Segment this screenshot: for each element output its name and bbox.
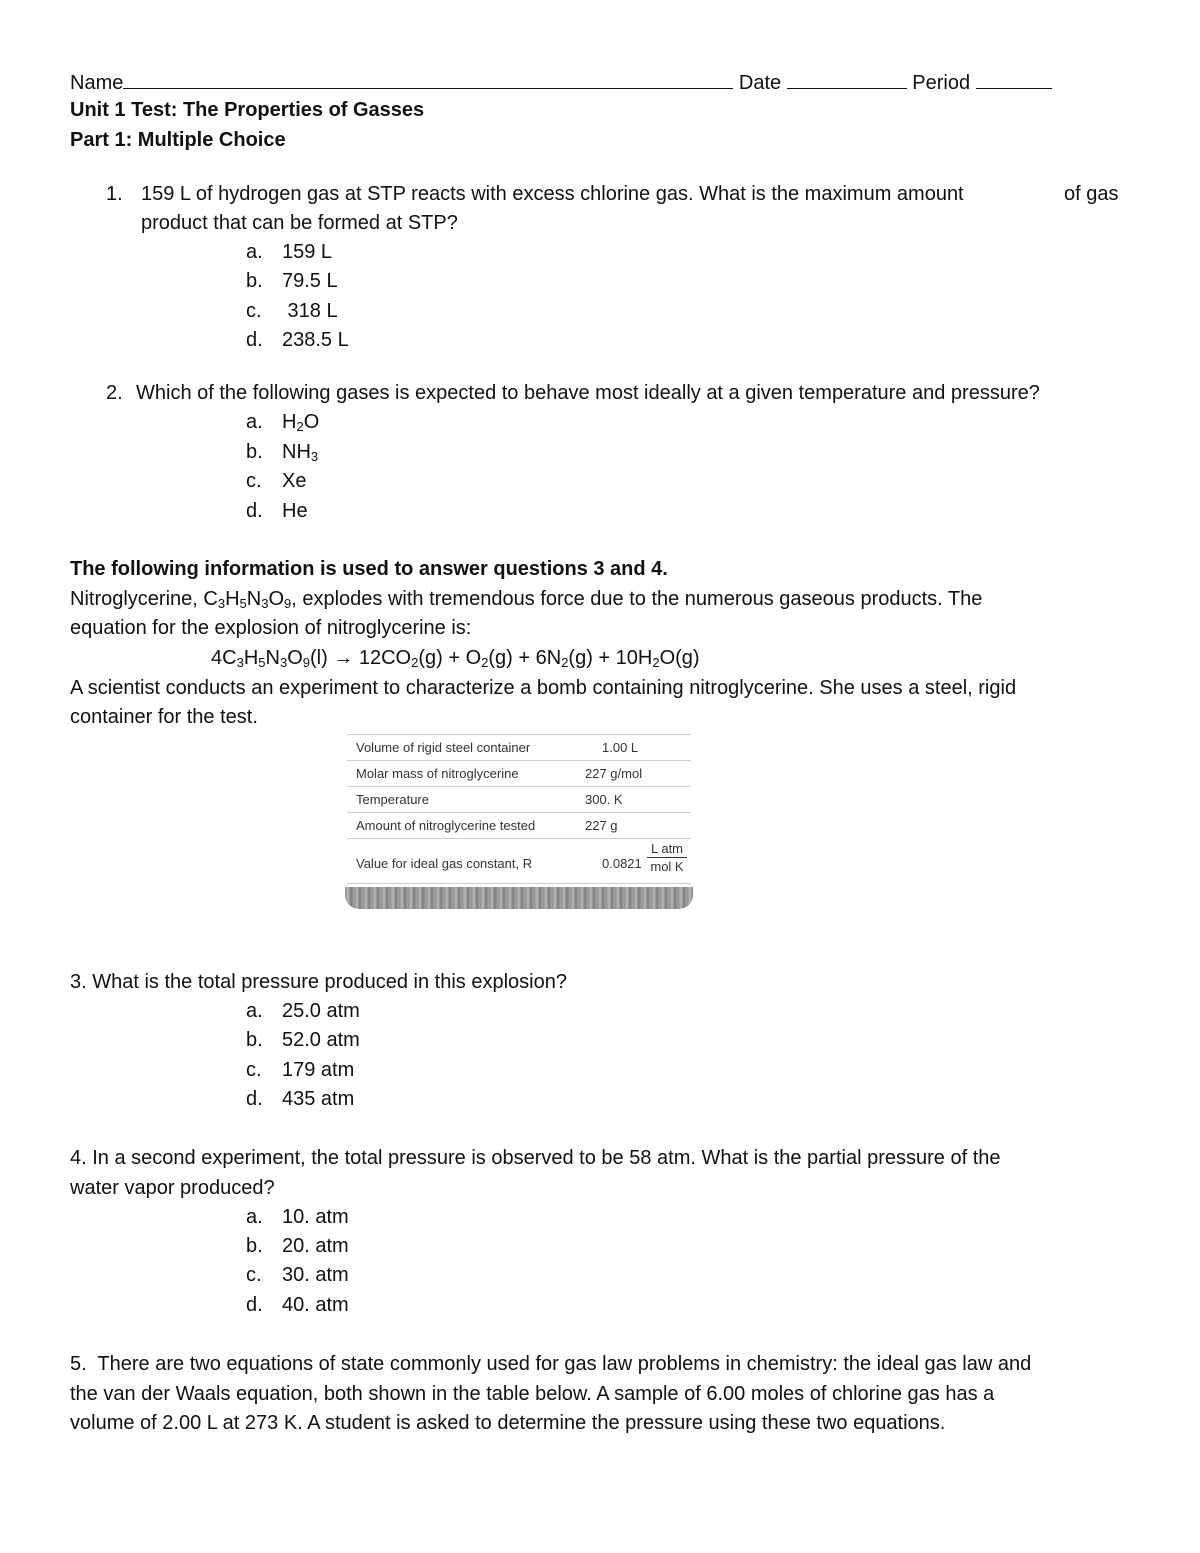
table-value: 227 g	[585, 818, 618, 833]
formula	[282, 441, 318, 463]
eq-part: (g) + 10H	[568, 647, 653, 669]
option-text: He	[282, 500, 308, 522]
option-text: 20. atm	[282, 1235, 349, 1257]
period-blank[interactable]	[976, 70, 1052, 89]
table-label: Value for ideal gas constant, R	[356, 856, 533, 871]
option-letter: c.	[246, 470, 262, 492]
q1-number: 1.	[106, 183, 123, 205]
q4-option-a[interactable]	[246, 1205, 349, 1229]
q2-option-a[interactable]	[246, 410, 319, 434]
table-label: Amount of nitroglycerine tested	[356, 818, 536, 833]
option-letter: a.	[246, 241, 263, 263]
info-paragraph-line1	[70, 587, 982, 611]
option-text: 52.0 atm	[282, 1029, 360, 1051]
eq-part: (g) + O	[418, 647, 482, 669]
eq-part: (l) → 12CO	[309, 647, 412, 669]
table-row	[347, 760, 691, 786]
option-text: 435 atm	[282, 1088, 355, 1110]
eq-sub: 2	[561, 655, 569, 670]
table-row	[347, 786, 691, 812]
q3-text: 3. What is the total pressure produced in this explosion?	[70, 971, 567, 993]
eq-part: H	[243, 647, 259, 669]
subscript: 5	[239, 596, 247, 611]
option-letter: c.	[246, 1059, 262, 1081]
date-label: Date	[738, 72, 782, 94]
text-part: , explodes with tremendous force due to the numerous gaseous products. The	[291, 588, 983, 610]
units-numerator: L atm	[647, 841, 687, 858]
eq-sub: 3	[236, 655, 244, 670]
option-letter: a.	[246, 411, 263, 433]
option-text: 30. atm	[282, 1264, 349, 1286]
option-letter: b.	[246, 441, 263, 463]
period-label: Period	[912, 72, 971, 94]
option-text: Xe	[282, 470, 307, 492]
q5-text-line1: 5. There are two equations of state commonly used for gas law problems in chemistry: the ideal gas law and	[70, 1353, 1032, 1375]
eq-part: 4C	[211, 647, 237, 669]
eq-part: O	[287, 647, 303, 669]
q2-option-c[interactable]	[246, 469, 306, 493]
q3-option-c[interactable]	[246, 1058, 354, 1082]
subscript: 3	[261, 596, 269, 611]
table-label: Molar mass of nitroglycerine	[356, 766, 519, 781]
explosion-equation	[211, 646, 700, 670]
formula-part: NH	[282, 441, 311, 463]
q3-option-d[interactable]	[246, 1087, 354, 1111]
eq-sub: 2	[652, 655, 660, 670]
gas-constant-units	[647, 841, 687, 874]
q2-option-d[interactable]	[246, 499, 308, 523]
option-text: 318 L	[282, 300, 338, 322]
option-letter: a.	[246, 1206, 263, 1228]
table-label: Temperature	[356, 792, 429, 807]
q5-text-line2: the van der Waals equation, both shown in the table below. A sample of 6.00 moles of chlorine gas has a	[70, 1383, 995, 1405]
option-text: 40. atm	[282, 1294, 349, 1316]
eq-sub: 5	[258, 655, 266, 670]
option-letter: d.	[246, 1294, 263, 1316]
eq-sub: 2	[411, 655, 419, 670]
q1-text-line1: 159 L of hydrogen gas at STP reacts with excess chlorine gas. What is the maximum amount	[141, 183, 964, 205]
text-part: H	[225, 588, 240, 610]
q2-option-b[interactable]	[246, 440, 318, 464]
experiment-data-table	[343, 734, 695, 912]
table-label: Volume of rigid steel container	[356, 740, 531, 755]
option-text: 238.5 L	[282, 329, 349, 351]
info-paragraph-line3: A scientist conducts an experiment to characterize a bomb containing nitroglycerine. She uses a steel, rigid	[70, 677, 1017, 699]
q3-option-b[interactable]	[246, 1028, 360, 1052]
option-text: 10. atm	[282, 1206, 349, 1228]
info-paragraph-line4: container for the test.	[70, 706, 258, 728]
table-value: 300. K	[585, 792, 623, 807]
q4-text-line2: water vapor produced?	[70, 1177, 275, 1199]
option-letter: c.	[246, 300, 262, 322]
date-blank[interactable]	[787, 70, 907, 89]
q1-option-a[interactable]	[246, 240, 332, 264]
formula	[282, 411, 319, 433]
eq-sub: 9	[302, 655, 310, 670]
eq-part: N	[265, 647, 280, 669]
option-letter: b.	[246, 1235, 263, 1257]
table-row	[347, 812, 691, 838]
units-denominator: mol K	[650, 859, 684, 874]
part-heading: Part 1: Multiple Choice	[70, 129, 286, 151]
table-value: 0.0821	[602, 856, 642, 871]
option-letter: b.	[246, 1029, 263, 1051]
subscript: 3	[217, 596, 226, 611]
header-line	[70, 70, 1052, 95]
text-part: Nitroglycerine, C	[70, 588, 218, 610]
q1-option-b[interactable]	[246, 269, 338, 293]
subscript: 9	[284, 596, 292, 611]
option-letter: a.	[246, 1000, 263, 1022]
test-title: Unit 1 Test: The Properties of Gasses	[70, 99, 425, 121]
eq-part: (g) + 6N	[488, 647, 562, 669]
table-row-gas-constant	[347, 838, 691, 884]
option-text: 79.5 L	[282, 270, 338, 292]
q4-text-line1: 4. In a second experiment, the total pressure is observed to be 58 atm. What is the partial pressure of the	[70, 1147, 1001, 1169]
eq-sub: 3	[279, 655, 288, 670]
text-part: N	[246, 588, 262, 610]
option-letter: d.	[246, 329, 263, 351]
table-value: 1.00 L	[602, 740, 639, 755]
q1-option-c[interactable]	[246, 299, 338, 323]
q2-text: Which of the following gases is expected to behave most ideally at a given temperature and pressure?	[136, 382, 1040, 404]
q1-text-line1-tail: of gas	[1064, 183, 1119, 205]
info-paragraph-line2: equation for the explosion of nitroglycerine is:	[70, 617, 472, 639]
q5-text-line3: volume of 2.00 L at 273 K. A student is asked to determine the pressure using these two equations.	[70, 1412, 946, 1434]
info-heading: The following information is used to answer questions 3 and 4.	[70, 558, 668, 580]
name-label: Name	[70, 72, 124, 94]
name-blank[interactable]	[123, 70, 733, 89]
table-image-bottom-edge	[345, 887, 693, 909]
text-part: O	[268, 588, 284, 610]
table-row	[347, 734, 691, 760]
q3-option-a[interactable]	[246, 999, 360, 1023]
q2-number: 2.	[106, 382, 123, 404]
option-letter: d.	[246, 1088, 263, 1110]
q1-option-d[interactable]	[246, 328, 349, 352]
formula-part: H	[282, 411, 297, 433]
q4-option-c[interactable]	[246, 1263, 349, 1287]
eq-sub: 2	[481, 655, 489, 670]
option-letter: b.	[246, 270, 263, 292]
formula-subscript: 2	[296, 419, 304, 434]
formula-part: O	[303, 411, 320, 433]
formula-subscript: 3	[310, 449, 319, 464]
option-text: 25.0 atm	[282, 1000, 360, 1022]
option-text: 179 atm	[282, 1059, 355, 1081]
eq-part: O(g)	[659, 647, 700, 669]
option-text: 159 L	[282, 241, 333, 263]
option-letter: c.	[246, 1264, 262, 1286]
table-value: 227 g/mol	[585, 766, 643, 781]
q1-text-line2: product that can be formed at STP?	[141, 212, 458, 234]
q4-option-d[interactable]	[246, 1293, 349, 1317]
option-letter: d.	[246, 500, 263, 522]
q4-option-b[interactable]	[246, 1234, 349, 1258]
